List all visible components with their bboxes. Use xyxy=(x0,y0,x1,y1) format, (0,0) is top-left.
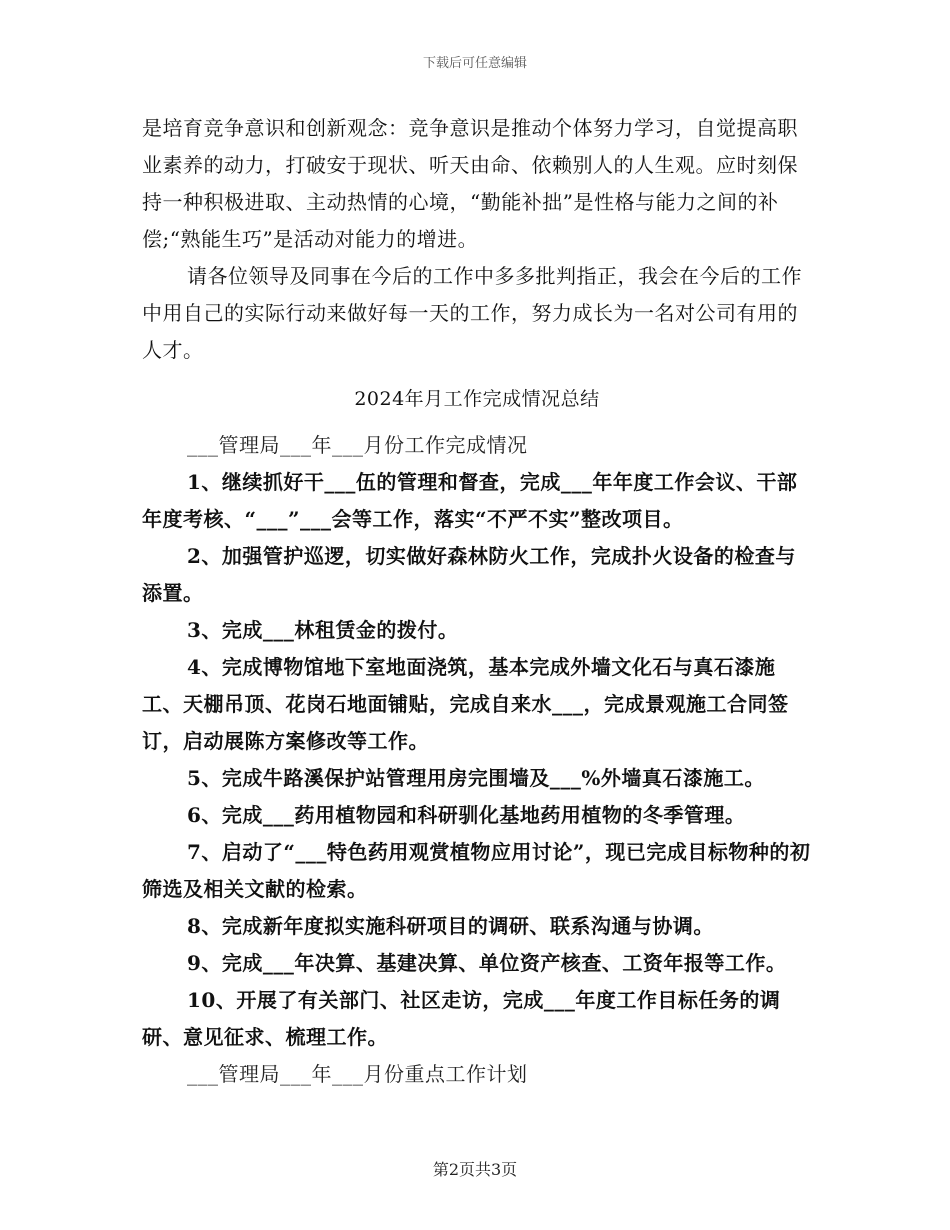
list-item: 9、完成___年决算、基建决算、单位资产核查、工资年报等工作。 xyxy=(187,951,787,975)
page-number: 第2页共3页 xyxy=(432,1160,518,1179)
document-title: 2024年月工作完成情况总结 xyxy=(354,388,600,410)
list-item: 5、完成牛路溪保护站管理用房完围墙及___%外墙真石漆施工。 xyxy=(187,766,765,790)
document-body xyxy=(142,110,812,1093)
list-item: 4、完成博物馆地下室地面浇筑，基本完成外墙文化石与真石漆施工、天棚吊顶、花岗石地面铺贴，完成自来水___，完成景观施工合同签订，启动展陈方案修改等工作。 xyxy=(142,655,789,753)
paragraph-request: 请各位领导及同事在今后的工作中多多批判指正，我会在今后的工作中用自己的实际行动来做好每一天的工作，努力成长为一名对公司有用的人才。 xyxy=(142,264,802,362)
page-header-note: 下载后可任意编辑 xyxy=(422,56,527,71)
list-item: 2、加强管护巡逻，切实做好森林防火工作，完成扑火设备的检查与添置。 xyxy=(142,544,796,605)
list-item: 8、完成新年度拟实施科研项目的调研、联系沟通与协调。 xyxy=(187,914,714,938)
list-item: 7、启动了“___特色药用观赏植物应用讨论”，现已完成目标物种的初筛选及相关文献的检索。 xyxy=(142,840,811,901)
list-item: 10、开展了有关部门、社区走访，完成___年度工作目标任务的调研、意见征求、梳理工作。 xyxy=(142,988,781,1049)
subheading-work-plan: ___管理局___年___月份重点工作计划 xyxy=(187,1062,528,1086)
subheading-work-completed: ___管理局___年___月份工作完成情况 xyxy=(187,433,528,457)
list-item: 3、完成___林租赁金的拨付。 xyxy=(187,618,459,642)
paragraph-competition: 是培育竞争意识和创新观念：竞争意识是推动个体努力学习，自觉提高职业素养的动力，打破安于现状、听天由命、依赖别人的人生观。应时刻保持一种积极进取、主动热情的心境，“勤能补拙”是性格与能力之间的补偿;“熟能生巧”是活动对能力的增进。 xyxy=(142,116,798,251)
list-item: 6、完成___药用植物园和科研驯化基地药用植物的冬季管理。 xyxy=(187,803,746,827)
list-item: 1、继续抓好干___伍的管理和督查，完成___年年度工作会议、干部年度考核、“___”___会等工作，落实“不严不实”整改项目。 xyxy=(142,470,798,531)
